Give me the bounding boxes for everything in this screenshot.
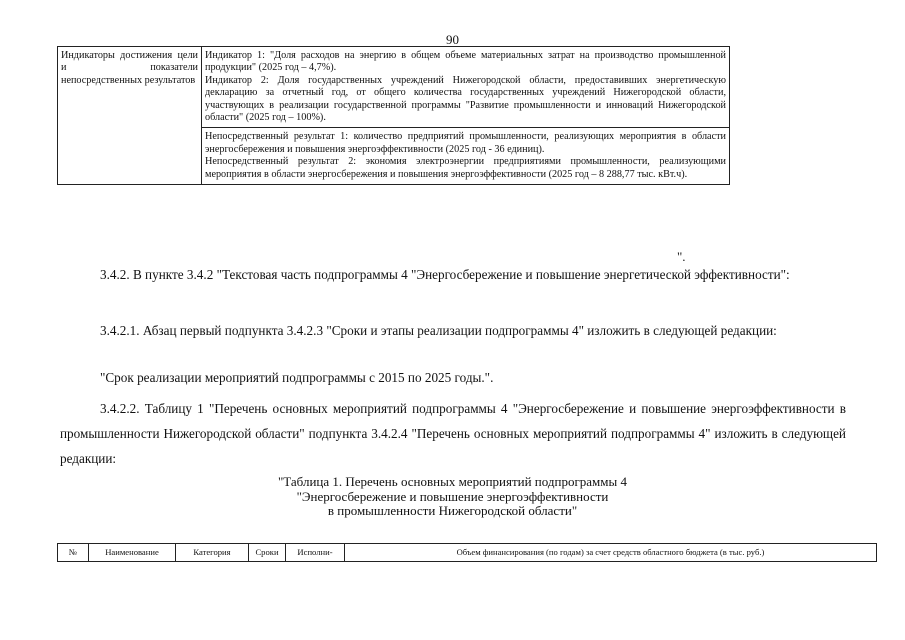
- page-number: 90: [446, 32, 459, 47]
- measures-table-header: [57, 543, 877, 562]
- indicator-1: Индикатор 1: "Доля расходов на энергию в общем объеме материальных затрат на производство промышленной продукции" (2025 год – 4,7%).: [205, 50, 726, 74]
- indicators-label-cell: Индикаторы достижения цели и показатели непосредственных результатов: [58, 47, 202, 185]
- indicators-table: [57, 46, 730, 185]
- paragraph-3-4-2-1: [60, 318, 846, 343]
- paragraph-text: 3.4.2.1. Абзац первый подпункта 3.4.2.3 "Сроки и этапы реализации подпрограммы 4" изложить в следующей редакции:: [100, 323, 777, 338]
- paragraph-3-4-2: [60, 262, 846, 287]
- result-2: Непосредственный результат 2: экономия электроэнергии предприятиями промышленности, реализующими мероприятия в области энергосбережения и повышения энергоэффективности (2025 год – 8 288,77 тыс. кВт.ч).: [205, 156, 726, 180]
- table-caption: [0, 475, 905, 519]
- col-executor: Исполни-: [286, 544, 345, 562]
- paragraph-3-4-2-2: [60, 396, 846, 471]
- indicators-cell: [202, 47, 730, 128]
- results-cell: [202, 128, 730, 185]
- caption-line-1: "Таблица 1. Перечень основных мероприятий подпрограммы 4: [277, 474, 627, 489]
- paragraph-term: "Срок реализации мероприятий подпрограммы с 2015 по 2025 годы.".: [100, 370, 494, 385]
- col-name: Наименование: [89, 544, 176, 562]
- col-category: Категория: [176, 544, 249, 562]
- closing-quote: ".: [677, 249, 686, 264]
- table-row: [58, 544, 877, 562]
- caption-line-3: в промышленности Нижегородской области": [327, 503, 578, 518]
- paragraph-text: 3.4.2.2. Таблицу 1 "Перечень основных мероприятий подпрограммы 4 "Энергосбережение и повышение энергоэффективности в промышленности Нижегородской области" подпункта 3.4.2.4 "Перечень основных мероприятий подпрограммы 4" изложить в следующей редакции:: [60, 401, 846, 466]
- col-terms: Сроки: [249, 544, 286, 562]
- table-row: [58, 47, 730, 128]
- caption-line-2: "Энергосбережение и повышение энергоэффективности: [296, 488, 609, 504]
- col-number: №: [58, 544, 89, 562]
- paragraph-text: 3.4.2. В пункте 3.4.2 "Текстовая часть подпрограммы 4 "Энергосбережение и повышение энергетической эффективности":: [100, 267, 790, 282]
- result-1: Непосредственный результат 1: количество предприятий промышленности, реализующих мероприятия в области энергосбережения и повышения энергоэффективности (2025 год - 36 единиц).: [205, 131, 726, 155]
- indicator-2: Индикатор 2: Доля государственных учреждений Нижегородской области, предоставивших энергетическую декларацию за отчетный год, от общего количества государственных учреждений Нижегородской области, участвующих в реализации государственной программы "Развитие промышленности и инноваций Нижегородской области" (2025 год – 100%).: [205, 74, 726, 124]
- col-funding: Объем финансирования (по годам) за счет средств областного бюджета (в тыс. руб.): [345, 544, 877, 562]
